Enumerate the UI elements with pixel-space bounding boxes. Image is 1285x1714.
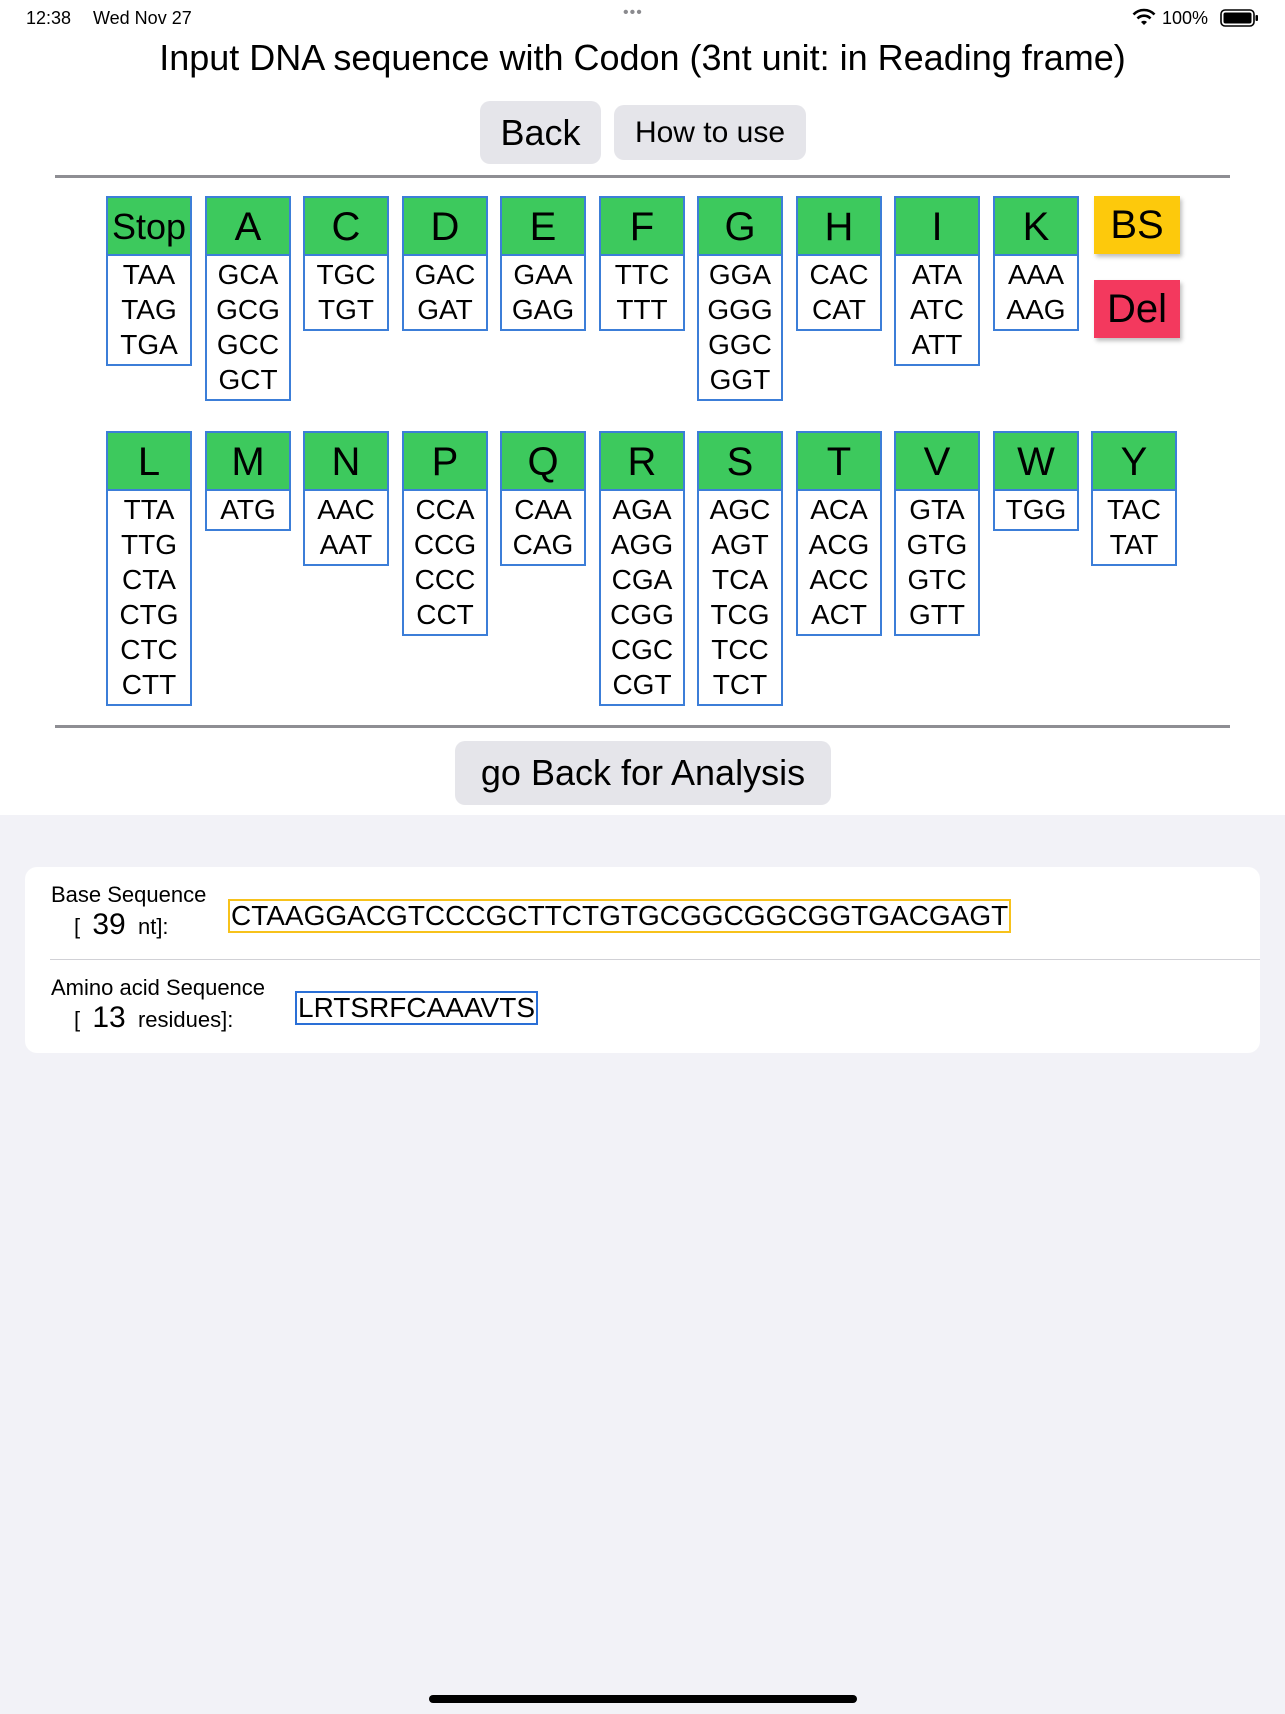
codon: CAC bbox=[809, 259, 869, 290]
codon-group-c bbox=[303, 196, 389, 331]
codon: CGC bbox=[610, 634, 674, 665]
codon: AGA bbox=[612, 494, 672, 525]
codon-list bbox=[108, 491, 190, 704]
codon: GAT bbox=[417, 294, 473, 325]
codon: CTC bbox=[120, 634, 178, 665]
codon: CGG bbox=[610, 599, 674, 630]
codon-group-l bbox=[106, 431, 192, 706]
codon: CCA bbox=[415, 494, 475, 525]
codon-list bbox=[305, 256, 387, 329]
codon: CCG bbox=[413, 529, 477, 560]
codon-list bbox=[305, 491, 387, 564]
codon-list bbox=[502, 256, 584, 329]
amino-acid-key-a[interactable]: A bbox=[207, 198, 289, 256]
codon: GGA bbox=[708, 259, 772, 290]
residue-count-open: [ bbox=[74, 1007, 81, 1032]
base-count-unit: nt]: bbox=[137, 914, 169, 939]
codon-group-i bbox=[894, 196, 980, 366]
amino-acid-key-stop[interactable]: Stop bbox=[108, 198, 190, 256]
codon-group-d bbox=[402, 196, 488, 331]
page-title: Input DNA sequence with Codon (3nt unit: in Reading frame) bbox=[159, 37, 1126, 78]
codon: CAG bbox=[512, 529, 574, 560]
multitasking-dots-icon[interactable]: ••• bbox=[623, 4, 643, 21]
codon: GAA bbox=[513, 259, 573, 290]
codon-list bbox=[502, 491, 584, 564]
codon-list bbox=[995, 491, 1077, 529]
codon: GAC bbox=[414, 259, 476, 290]
codon: GCG bbox=[216, 294, 280, 325]
codon-group-h bbox=[796, 196, 882, 331]
codon: ACC bbox=[809, 564, 869, 595]
codon: CGA bbox=[611, 564, 673, 595]
codon: GAG bbox=[511, 294, 575, 325]
codon: CAA bbox=[514, 494, 572, 525]
amino-acid-key-v[interactable]: V bbox=[896, 433, 978, 491]
codon-list bbox=[699, 256, 781, 399]
codon-list bbox=[995, 256, 1077, 329]
amino-acid-key-d[interactable]: D bbox=[404, 198, 486, 256]
amino-acid-key-i[interactable]: I bbox=[896, 198, 978, 256]
go-back-for-analysis-button[interactable]: go Back for Analysis bbox=[455, 741, 831, 805]
residue-count-unit: residues]: bbox=[137, 1007, 234, 1032]
codon-list bbox=[207, 256, 289, 399]
status-bar bbox=[0, 0, 1285, 36]
codon: TGT bbox=[318, 294, 374, 325]
codon: GCT bbox=[218, 364, 278, 395]
codon: CGT bbox=[612, 669, 672, 700]
battery-percent: 100% bbox=[1162, 8, 1209, 28]
codon-group-w bbox=[993, 431, 1079, 531]
result-card bbox=[25, 867, 1260, 1053]
codon: AAG bbox=[1006, 294, 1066, 325]
codon: GGG bbox=[707, 294, 773, 325]
codon-group-e bbox=[500, 196, 586, 331]
codon: TAG bbox=[121, 294, 177, 325]
codon-group-y bbox=[1091, 431, 1177, 566]
divider bbox=[50, 959, 1260, 960]
codon-list bbox=[601, 491, 683, 704]
codon: GGT bbox=[709, 364, 771, 395]
codon-list bbox=[798, 491, 880, 634]
codon-group-q bbox=[500, 431, 586, 566]
amino-acid-key-p[interactable]: P bbox=[404, 433, 486, 491]
amino-acid-key-n[interactable]: N bbox=[305, 433, 387, 491]
codon-list bbox=[404, 491, 486, 634]
codon: CCT bbox=[416, 599, 474, 630]
base-sequence-label: Base Sequence bbox=[51, 882, 207, 907]
codon-group-n bbox=[303, 431, 389, 566]
codon-group-v bbox=[894, 431, 980, 636]
amino-acid-key-r[interactable]: R bbox=[601, 433, 683, 491]
codon: GTT bbox=[909, 599, 965, 630]
codon: GCA bbox=[217, 259, 279, 290]
codon-group-m bbox=[205, 431, 291, 531]
codon: TAA bbox=[122, 259, 176, 290]
residue-count: 13 bbox=[92, 1001, 126, 1034]
codon: AGG bbox=[610, 529, 674, 560]
wifi-icon bbox=[1131, 7, 1157, 27]
amino-acid-key-e[interactable]: E bbox=[502, 198, 584, 256]
residue-count-line bbox=[74, 1001, 234, 1034]
amino-acid-key-f[interactable]: F bbox=[601, 198, 683, 256]
amino-acid-key-w[interactable]: W bbox=[995, 433, 1077, 491]
codon: TGC bbox=[316, 259, 376, 290]
codon: CAT bbox=[812, 294, 866, 325]
codon: TCT bbox=[712, 669, 768, 700]
codon: TCA bbox=[712, 564, 768, 595]
codon-group-t bbox=[796, 431, 882, 636]
base-count-line bbox=[74, 908, 169, 941]
home-indicator[interactable] bbox=[429, 1695, 857, 1703]
codon: CCC bbox=[414, 564, 476, 595]
codon: TGA bbox=[120, 329, 178, 360]
codon: GTG bbox=[906, 529, 968, 560]
codon: TAC bbox=[1107, 494, 1161, 525]
codon: AGT bbox=[711, 529, 769, 560]
codon: GCC bbox=[216, 329, 280, 360]
codon: ACG bbox=[808, 529, 870, 560]
codon-list bbox=[896, 491, 978, 634]
backspace-button[interactable]: BS bbox=[1094, 196, 1180, 254]
codon-list bbox=[699, 491, 781, 704]
codon-group-f bbox=[599, 196, 685, 331]
codon-group-a bbox=[205, 196, 291, 401]
codon: TCC bbox=[711, 634, 769, 665]
codon: ATA bbox=[911, 259, 963, 290]
codon-group-g bbox=[697, 196, 783, 401]
codon-list bbox=[896, 256, 978, 364]
codon-group-r bbox=[599, 431, 685, 706]
codon-list bbox=[601, 256, 683, 329]
codon: AAT bbox=[319, 529, 373, 560]
divider bbox=[55, 175, 1230, 178]
codon: TTA bbox=[123, 494, 175, 525]
amino-acid-key-k[interactable]: K bbox=[995, 198, 1077, 256]
base-count: 39 bbox=[92, 908, 126, 941]
codon-list bbox=[207, 491, 289, 529]
amino-acid-key-l[interactable]: L bbox=[108, 433, 190, 491]
amino-acid-key-q[interactable]: Q bbox=[502, 433, 584, 491]
codon: AAA bbox=[1007, 259, 1065, 290]
codon: CTG bbox=[119, 599, 179, 630]
codon: ACA bbox=[810, 494, 868, 525]
status-time: 12:38 bbox=[26, 8, 72, 28]
codon: TTC bbox=[614, 259, 670, 290]
codon-group-k bbox=[993, 196, 1079, 331]
codon: CTT bbox=[121, 669, 177, 700]
codon: TGG bbox=[1005, 494, 1067, 525]
codon-group-p bbox=[402, 431, 488, 636]
codon: TTT bbox=[616, 294, 668, 325]
codon: GTA bbox=[909, 494, 965, 525]
codon: ACT bbox=[811, 599, 867, 630]
codon: CTA bbox=[122, 564, 176, 595]
codon: AGC bbox=[709, 494, 771, 525]
divider bbox=[55, 725, 1230, 728]
amino-acid-key-y[interactable]: Y bbox=[1093, 433, 1175, 491]
base-sequence-field[interactable]: CTAAGGACGTCCCGCTTCTGTGCGGCGGCGGTGACGAGT bbox=[228, 899, 1011, 933]
codon: AAC bbox=[317, 494, 375, 525]
amino-acid-key-m[interactable]: M bbox=[207, 433, 289, 491]
amino-acid-key-s[interactable]: S bbox=[699, 433, 781, 491]
codon: TCG bbox=[710, 599, 770, 630]
amino-acid-key-t[interactable]: T bbox=[798, 433, 880, 491]
input-panel bbox=[0, 0, 1285, 815]
how-to-use-button[interactable]: How to use bbox=[614, 105, 806, 160]
status-date: Wed Nov 27 bbox=[93, 8, 192, 28]
delete-button[interactable]: Del bbox=[1094, 280, 1180, 338]
amino-acid-key-c[interactable]: C bbox=[305, 198, 387, 256]
codon: ATG bbox=[220, 494, 276, 525]
codon-list bbox=[108, 256, 190, 364]
back-button[interactable]: Back bbox=[480, 101, 601, 164]
battery-icon bbox=[1220, 8, 1260, 28]
codon: ATC bbox=[910, 294, 964, 325]
codon: ATT bbox=[911, 329, 963, 360]
codon-group-s bbox=[697, 431, 783, 706]
codon: TTG bbox=[121, 529, 177, 560]
codon: TAT bbox=[1109, 529, 1159, 560]
codon-list bbox=[1093, 491, 1175, 564]
codon: GGC bbox=[708, 329, 772, 360]
codon: GTC bbox=[907, 564, 967, 595]
base-count-open: [ bbox=[74, 914, 81, 939]
codon-list bbox=[798, 256, 880, 329]
codon-group-stop bbox=[106, 196, 192, 366]
amino-acid-key-g[interactable]: G bbox=[699, 198, 781, 256]
codon-list bbox=[404, 256, 486, 329]
amino-acid-sequence-field[interactable]: LRTSRFCAAAVTS bbox=[295, 991, 538, 1025]
amino-acid-key-h[interactable]: H bbox=[798, 198, 880, 256]
amino-acid-sequence-label: Amino acid Sequence bbox=[51, 975, 266, 1000]
